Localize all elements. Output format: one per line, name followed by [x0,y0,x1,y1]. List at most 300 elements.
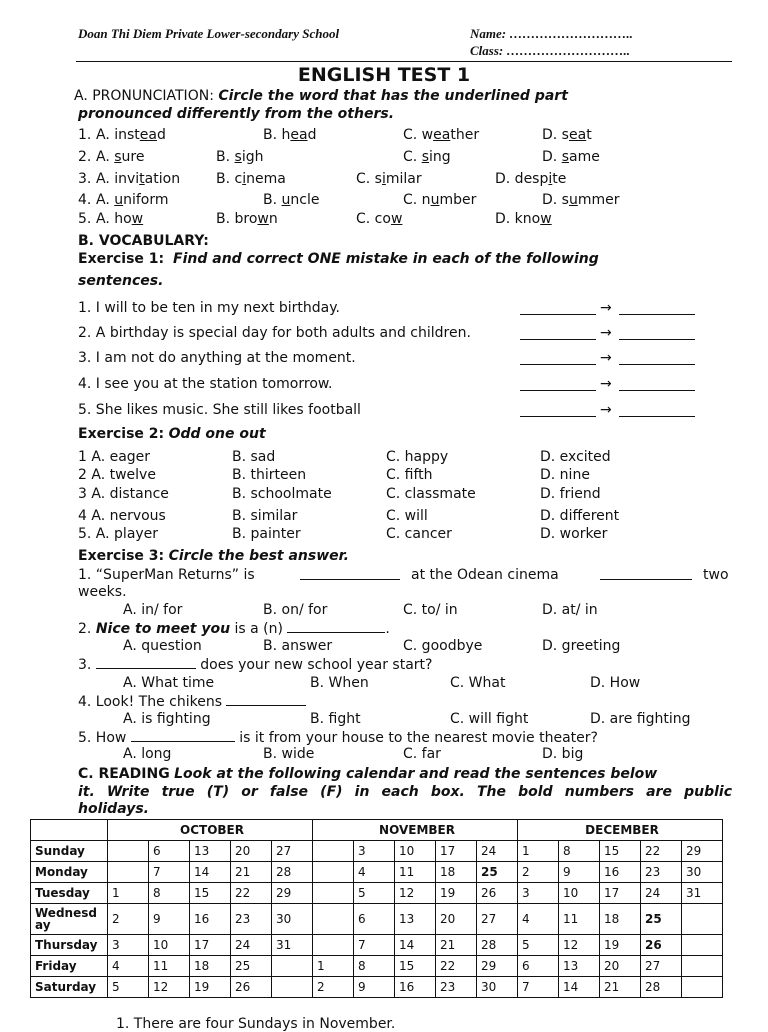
exercise-1-sentence-3: 3. I am not do anything at the moment. [78,350,356,366]
word-part: B. [263,192,282,208]
pron-item-1-option-c[interactable] [403,127,479,143]
date-cell: 2 [518,862,559,883]
date-cell: 16 [600,862,641,883]
odd-one-out-2-option-3[interactable]: D. nine [540,467,590,483]
arrow-icon: → [600,402,612,418]
question-3-blank[interactable] [96,656,196,669]
date-cell: 5 [518,935,559,956]
question-1-blank-1[interactable] [300,567,400,580]
pron-item-4-number: 4. [78,192,92,208]
date-cell: 20 [600,956,641,977]
date-cell: 7 [354,935,395,956]
weekday-label: Tuesday [31,883,108,904]
word-part: mber [439,192,477,208]
month-header: NOVEMBER [313,820,518,841]
date-cell: 1 [313,956,354,977]
section-c-title: C. READING [78,766,170,782]
date-cell: 18 [190,956,231,977]
question-1-end: two [703,567,729,583]
pron-item-1-option-a[interactable] [96,127,166,143]
word-part: C. n [403,192,431,208]
date-cell: 7 [518,977,559,998]
date-cell: 21 [436,935,477,956]
date-cell: 26 [231,977,272,998]
section-a-heading [74,88,568,104]
exercise-2-heading [78,426,266,442]
date-cell: 13 [395,904,436,935]
underlined-part: ea [433,127,451,143]
section-c-heading [78,765,732,783]
underlined-part: w [540,211,552,227]
answer-option[interactable]: B. When [310,675,369,691]
word-part: B. h [263,127,291,143]
exercise-3-label: Exercise 3: [78,548,165,564]
date-cell: 1 [108,883,149,904]
date-cell: 21 [231,862,272,883]
pron-item-1-number: 1. [78,127,92,143]
question-2-phrase: Nice to meet you [95,621,231,637]
section-a-instruction: Circle the word that has the underlined part [218,88,568,104]
date-cell: 6 [149,841,190,862]
date-cell: 13 [559,956,600,977]
pron-item-5-option-a[interactable] [96,211,143,227]
exercise-1-sentence-1: 1. I will to be ten in my next birthday. [78,300,340,316]
word-part: igh [241,149,264,165]
date-cell: 27 [477,904,518,935]
month-header: DECEMBER [518,820,723,841]
date-cell: 3 [108,935,149,956]
date-cell: 19 [600,935,641,956]
pron-item-2-option-b[interactable] [216,149,263,165]
word-part: C. s [356,171,382,187]
date-cell: 26 [477,883,518,904]
pron-item-1-option-d[interactable] [542,127,592,143]
date-cell: 8 [149,883,190,904]
odd-one-out-1-option-1[interactable]: B. sad [232,449,276,465]
question-5 [78,729,598,746]
question-1-blank-2[interactable] [600,567,692,580]
date-cell: 12 [149,977,190,998]
underlined-part: u [430,192,440,208]
word-part: te [552,171,567,187]
odd-one-out-5-option-3[interactable]: D. worker [540,526,608,542]
date-cell: 20 [436,904,477,935]
pron-item-4-option-c[interactable] [403,192,476,208]
date-cell: 25 [231,956,272,977]
question-2-num: 2. [78,621,96,637]
word-part: D. [542,149,562,165]
date-cell: 13 [190,841,231,862]
answer-option[interactable]: C. goodbye [403,638,483,654]
pron-item-2-option-d[interactable] [542,149,600,165]
word-part: niform [123,192,169,208]
pron-item-4-option-d[interactable] [542,192,620,208]
holiday-date-cell: 25 [641,904,682,935]
pron-item-3-number: 3. [78,171,92,187]
pron-item-5-option-d[interactable] [495,211,552,227]
underlined-part: u [114,192,124,208]
date-cell: 4 [108,956,149,977]
exercise-1-instruction-2: sentences. [78,273,164,289]
date-cell: 18 [436,862,477,883]
answer-option[interactable]: D. are fighting [590,711,691,727]
pron-item-2-number: 2. [78,149,92,165]
odd-one-out-2-option-1[interactable]: B. thirteen [232,467,307,483]
underlined-part: ea [568,127,587,143]
correction-blank[interactable] [619,378,695,391]
mistake-blank[interactable] [520,302,596,315]
date-cell: 27 [641,956,682,977]
word-part: ing [428,149,451,165]
question-5-blank[interactable] [131,729,235,742]
date-cell: 8 [559,841,600,862]
date-cell: 14 [395,935,436,956]
correction-blank[interactable] [619,404,695,417]
arrow-icon: → [600,325,612,341]
answer-option[interactable]: A. in/ for [123,602,183,618]
date-cell: 11 [395,862,436,883]
answer-option[interactable]: A. question [123,638,202,654]
date-cell [108,841,149,862]
date-cell [313,935,354,956]
question-2-text: is a (n) [230,621,288,637]
date-cell: 16 [395,977,436,998]
holiday-date-cell: 25 [477,862,518,883]
pron-item-4-option-a[interactable] [96,192,169,208]
date-cell: 10 [149,935,190,956]
underlined-part: w [257,211,269,227]
calendar-corner [31,820,108,841]
date-cell: 19 [436,883,477,904]
date-cell: 17 [436,841,477,862]
date-cell: 8 [354,956,395,977]
date-cell: 12 [395,883,436,904]
answer-option[interactable]: C. far [403,746,441,762]
odd-one-out-4-option-2[interactable]: C. will [386,508,428,524]
mistake-blank[interactable] [520,378,596,391]
date-cell: 1 [518,841,559,862]
word-part: D. desp [495,171,549,187]
word-part: nema [246,171,286,187]
date-cell: 11 [559,904,600,935]
date-cell: 4 [518,904,559,935]
section-a-sep: : [209,88,219,104]
word-part: D. s [542,127,569,143]
word-part: milar [385,171,422,187]
date-cell: 30 [682,862,723,883]
word-part: B. bro [216,211,258,227]
odd-one-out-1-option-2[interactable]: C. happy [386,449,449,465]
date-cell: 30 [477,977,518,998]
section-a-title: A. PRONUNCIATION [74,88,210,104]
date-cell: 15 [190,883,231,904]
pron-item-5-option-c[interactable] [356,211,402,227]
pron-item-3-option-b[interactable] [216,171,286,187]
date-cell: 31 [272,935,313,956]
odd-one-out-5-option-0[interactable]: 5. A. player [78,526,159,542]
date-cell: 24 [231,935,272,956]
date-cell: 2 [313,977,354,998]
date-cell: 3 [518,883,559,904]
question-4-text: 4. Look! The chikens [78,694,227,710]
question-3-num: 3. [78,657,96,673]
arrow-icon: → [600,300,612,316]
exercise-1-sentence-5: 5. She likes music. She still likes football [78,402,361,418]
underlined-part: w [131,211,144,227]
underlined-part: s [234,149,242,165]
date-cell: 9 [559,862,600,883]
word-part: A. ho [96,211,132,227]
date-cell: 4 [354,862,395,883]
date-cell: 27 [272,841,313,862]
date-cell: 10 [395,841,436,862]
word-part: A. inst [96,127,140,143]
date-cell: 30 [272,904,313,935]
exercise-1-label: Exercise 1: [78,251,165,267]
word-part: A. [96,149,115,165]
date-cell: 29 [477,956,518,977]
date-cell: 14 [559,977,600,998]
date-cell: 17 [600,883,641,904]
exercise-3-instruction: Circle the best answer. [168,548,349,564]
answer-option[interactable]: C. will fight [450,711,529,727]
reading-statement-1: 1. There are four Sundays in November. [116,1016,396,1032]
question-3 [78,656,432,673]
arrow-icon: → [600,350,612,366]
mistake-blank[interactable] [520,404,596,417]
underlined-part: i [548,171,553,187]
word-part: ame [568,149,600,165]
correction-blank[interactable] [619,302,695,315]
date-cell [313,862,354,883]
underlined-part: u [568,192,578,208]
underlined-part: s [561,149,569,165]
date-cell: 31 [682,883,723,904]
underlined-part: w [390,211,403,227]
word-part: ure [121,149,145,165]
date-cell: 23 [436,977,477,998]
odd-one-out-3-option-3[interactable]: D. friend [540,486,601,502]
pron-item-5-option-b[interactable] [216,211,278,227]
word-part: C. [403,149,422,165]
odd-one-out-5-option-1[interactable]: B. painter [232,526,301,542]
date-cell: 24 [477,841,518,862]
date-cell: 28 [272,862,313,883]
section-c-instruction-2: it. Write true (T) or false (F) in each box. The bold numbers are public [78,784,732,800]
answer-option[interactable]: A. long [123,746,172,762]
date-cell: 18 [600,904,641,935]
date-cell [682,904,723,935]
answer-option[interactable]: C. What [450,675,506,691]
weekday-label: Friday [31,956,108,977]
odd-one-out-3-option-0[interactable]: 3 A. distance [78,486,169,502]
date-cell: 23 [231,904,272,935]
odd-one-out-4-option-3[interactable]: D. different [540,508,620,524]
pron-item-1-option-b[interactable] [263,127,316,143]
section-b-heading: B. VOCABULARY: [78,233,209,249]
date-cell: 11 [149,956,190,977]
date-cell: 19 [190,977,231,998]
word-part: A. [96,192,115,208]
pron-item-3-option-d[interactable] [495,171,566,187]
holiday-date-cell: 26 [641,935,682,956]
answer-option[interactable]: D. big [542,746,584,762]
name-field[interactable]: Name: ……………………….. [470,26,633,41]
pron-item-4-option-b[interactable] [263,192,319,208]
date-cell: 3 [354,841,395,862]
date-cell [313,883,354,904]
date-cell [272,956,313,977]
odd-one-out-2-option-0[interactable]: 2 A. twelve [78,467,156,483]
word-part: d [307,127,317,143]
odd-one-out-2-option-2[interactable]: C. fifth [386,467,433,483]
school-name: Doan Thi Diem Private Lower-secondary School [78,26,340,41]
date-cell: 16 [190,904,231,935]
answer-option[interactable]: B. answer [263,638,333,654]
date-cell: 6 [354,904,395,935]
question-1-text: 1. “SuperMan Returns” is [78,567,255,583]
date-cell: 24 [641,883,682,904]
odd-one-out-4-option-1[interactable]: B. similar [232,508,298,524]
word-part: ation [144,171,181,187]
date-cell: 7 [149,862,190,883]
class-field[interactable]: Class: ……………………….. [470,43,630,58]
date-cell [682,956,723,977]
header-divider [76,61,732,62]
date-cell: 15 [600,841,641,862]
date-cell: 29 [682,841,723,862]
month-header: OCTOBER [108,820,313,841]
pron-item-2-option-c[interactable] [403,149,451,165]
exercise-2-label: Exercise 2: [78,426,165,442]
correction-blank[interactable] [619,327,695,340]
exercise-2-instruction: Odd one out [168,426,266,442]
page-title: ENGLISH TEST 1 [297,64,471,86]
date-cell [313,841,354,862]
answer-option[interactable]: D. greeting [542,638,621,654]
mistake-blank[interactable] [520,352,596,365]
weekday-label: Wednesd ay [31,904,108,935]
underlined-part: u [281,192,291,208]
date-cell: 29 [272,883,313,904]
odd-one-out-1-option-0[interactable]: 1 A. eager [78,449,151,465]
date-cell [682,977,723,998]
question-2 [78,620,390,637]
word-part: B. c [216,171,243,187]
pron-item-3-option-a[interactable] [96,171,180,187]
word-part: t [586,127,592,143]
word-part: n [268,211,278,227]
question-2-end: . [385,621,390,637]
exercise-1-instruction: Find and correct ONE mistake in each of the following [173,251,599,267]
exercise-3-heading [78,548,349,564]
question-3-text: does your new school year start? [195,657,433,673]
date-cell: 28 [477,935,518,956]
underlined-part: s [114,149,122,165]
answer-option[interactable]: B. fight [310,711,361,727]
date-cell: 2 [108,904,149,935]
weekday-label: Thursday [31,935,108,956]
date-cell: 12 [559,935,600,956]
date-cell: 9 [354,977,395,998]
date-cell [272,977,313,998]
pron-item-3-option-c[interactable] [356,171,422,187]
word-part: ther [450,127,480,143]
underlined-part: ea [139,127,157,143]
odd-one-out-4-option-0[interactable]: 4 A. nervous [78,508,166,524]
answer-option[interactable]: B. on/ for [263,602,328,618]
section-a-instruction-2: pronounced differently from the others. [78,106,395,122]
date-cell [108,862,149,883]
question-4-blank[interactable] [226,693,306,706]
odd-one-out-3-option-1[interactable]: B. schoolmate [232,486,332,502]
word-part: D. s [542,192,569,208]
answer-option[interactable]: A. is fighting [123,711,211,727]
date-cell: 21 [600,977,641,998]
date-cell: 6 [518,956,559,977]
answer-option[interactable]: C. to/ in [403,602,458,618]
date-cell [313,904,354,935]
mistake-blank[interactable] [520,327,596,340]
date-cell: 23 [641,862,682,883]
answer-option[interactable]: B. wide [263,746,315,762]
date-cell: 28 [641,977,682,998]
word-part: ncle [290,192,320,208]
question-5-num: 5. How [78,730,131,746]
weekday-label: Saturday [31,977,108,998]
correction-blank[interactable] [619,352,695,365]
word-part: D. kno [495,211,541,227]
exercise-1-heading [78,251,599,267]
underlined-part: i [242,171,247,187]
word-part: C. co [356,211,391,227]
date-cell: 22 [641,841,682,862]
exercise-1-sentence-4: 4. I see you at the station tomorrow. [78,376,333,392]
date-cell: 20 [231,841,272,862]
odd-one-out-1-option-3[interactable]: D. excited [540,449,611,465]
question-2-blank[interactable] [287,620,385,633]
odd-one-out-5-option-2[interactable]: C. cancer [386,526,452,542]
date-cell: 9 [149,904,190,935]
underlined-part: s [421,149,429,165]
weekday-label: Monday [31,862,108,883]
calendar-table [30,819,723,998]
word-part: mmer [577,192,620,208]
date-cell [682,935,723,956]
weekday-label: Sunday [31,841,108,862]
odd-one-out-3-option-2[interactable]: C. classmate [386,486,476,502]
section-c-instruction-1: Look at the following calendar and read the sentences below [174,766,658,782]
underlined-part: ea [290,127,308,143]
pron-item-2-option-a[interactable] [96,149,144,165]
answer-option[interactable]: A. What time [123,675,215,691]
date-cell: 14 [190,862,231,883]
date-cell: 22 [436,956,477,977]
exercise-1-sentence-2: 2. A birthday is special day for both adults and children. [78,325,471,341]
section-c-instruction-3: holidays. [78,801,149,817]
date-cell: 22 [231,883,272,904]
word-part: A. invi [96,171,140,187]
underlined-part: t [139,171,145,187]
date-cell: 17 [190,935,231,956]
arrow-icon: → [600,376,612,392]
answer-option[interactable]: D. at/ in [542,602,598,618]
date-cell: 15 [395,956,436,977]
date-cell: 10 [559,883,600,904]
date-cell: 5 [354,883,395,904]
answer-option[interactable]: D. How [590,675,641,691]
question-4 [78,693,306,710]
